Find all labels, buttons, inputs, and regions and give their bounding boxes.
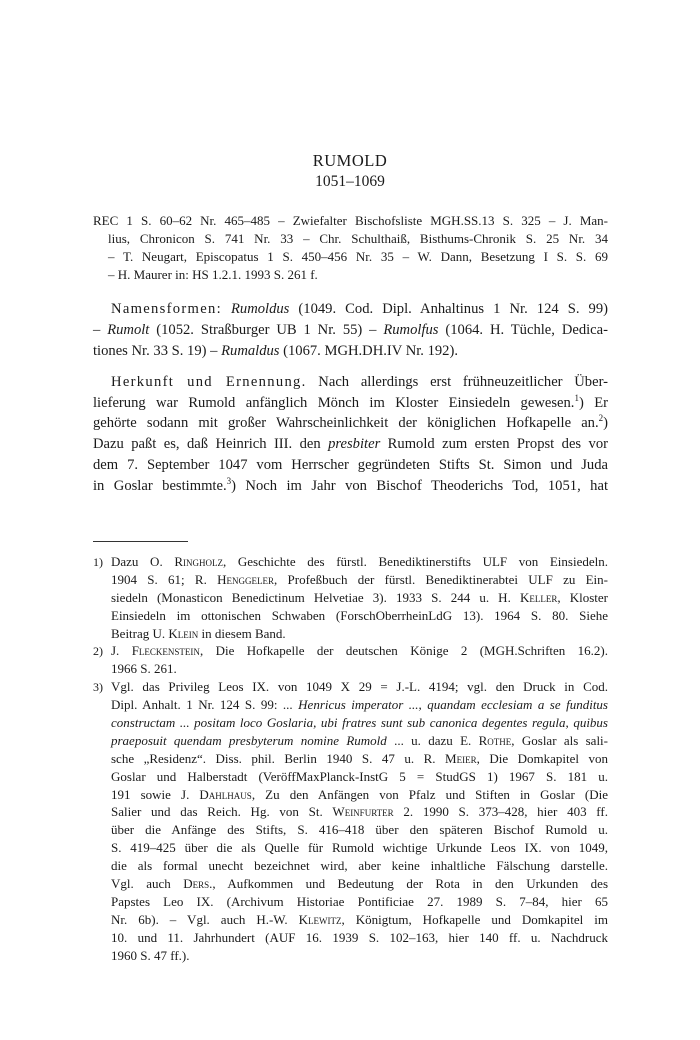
paragraph-line: Dazu paßt es, daß Heinrich III. den presbiter Rumold zum ersten Propst des vor	[93, 436, 608, 453]
footnote-line: 1966 S. 261.	[111, 661, 177, 677]
footnote-marker: 2)	[93, 644, 103, 659]
footnote-line: Nr. 6b). – Vgl. auch H.-W. Klewitz, Königtum, Hofkapelle und Domkapitel im	[111, 911, 608, 927]
footnote-3	[93, 678, 608, 964]
footnote-divider	[93, 541, 188, 542]
footnote-marker: 3)	[93, 680, 103, 695]
footnote-line: S. 419–425 über die als Quelle für Rumold wichtige Urkunde Leos IX. von 1049,	[111, 840, 608, 856]
footnote-line: Einsiedeln im ottonischen Schwaben (ForschOberrheinLdG 13). 1964 S. 80. Siehe	[111, 607, 608, 623]
footnote-2	[93, 642, 608, 678]
paragraph-line: lieferung war Rumold anfänglich Mönch im Kloster Einsiedeln gewesen.$^1$) Er	[93, 392, 608, 411]
footnote-line: Dipl. Anhalt. 1 Nr. 124 S. 99: ... Henricus imperator ..., quandam ecclesiam a se funditus	[111, 697, 608, 713]
footnote-line: Beitrag U. Klein in diesem Band.	[111, 625, 286, 641]
bibliography-line: lius, Chronicon S. 741 Nr. 33 – Chr. Schulthaiß, Bisthums-Chronik S. 25 Nr. 34	[108, 231, 608, 246]
chapter-title: RUMOLD	[312, 151, 388, 170]
footnote-line: über die Anfänge des Stifts, S. 416–418 über den späteren Bischof Rumold u.	[111, 822, 608, 838]
footnote-ref[interactable]: 1	[574, 392, 579, 403]
footnote-line: sche „Residenz“. Diss. phil. Berlin 1940 S. 47 u. R. Meier, Die Domkapitel von	[111, 750, 608, 766]
footnote-marker: 1)	[93, 555, 103, 569]
section-label-herkunft: Herkunft und Ernennung.	[111, 373, 307, 390]
footnote-line: die als formal unecht bezeichnet wird, aber keine inhaltliche Fälschung darstelle.	[111, 858, 608, 874]
footnote-line: Papstes Leo IX. (Archivum Historiae Pontificiae 27. 1989 S. 7–84, hier 65	[111, 893, 608, 909]
footnote-line: Salier und das Reich. Hg. von St. Weinfurter 2. 1990 S. 373–428, hier 403 ff.	[111, 804, 608, 820]
paragraph-line: – Rumolt (1052. Straßburger UB 1 Nr. 55) – Rumolfus (1064. H. Tüchle, Dedica-	[93, 321, 608, 338]
footnote-line: siedeln (Monasticon Benedictinum Helvetiae 3). 1933 S. 244 u. H. Keller, Kloster	[111, 589, 608, 605]
footnote-line: constructam ... positam loco Goslaria, ubi fratres sunt sub canonica degentes regula, quibus	[111, 715, 608, 731]
footnote-line: praeposuit quendam presbyterum nomine Rumold ... u. dazu E. Rothe, Goslar als sali-	[111, 732, 608, 748]
footnote-line: Goslar und Halberstadt (VeröffMaxPlanck-InstG 5 = StudGS 1) 1967 S. 181 u.	[111, 768, 608, 784]
footnote-line: 2) J. Fleckenstein, Die Hofkapelle der deutschen Könige 2 (MGH.Schriften 16.2).	[93, 642, 608, 660]
paragraph-line: Namensformen: Rumoldus (1049. Cod. Dipl. Anhaltinus 1 Nr. 124 S. 99)	[111, 301, 608, 317]
footnote-ref[interactable]: 3	[226, 476, 232, 487]
footnote-line: 3) Vgl. das Privileg Leos IX. von 1049 X 29 = J.-L. 4194; vgl. den Druck in Cod.	[93, 678, 608, 696]
section-label-namensformen: Namensformen:	[111, 301, 222, 317]
chapter-years: 1051–1069	[315, 173, 385, 190]
footnote-ref[interactable]: 2	[598, 413, 604, 424]
footnote-line: 1904 S. 61; R. Henggeler, Profeßbuch der fürstl. Benediktinerabtei ULF zu Ein-	[111, 571, 608, 587]
bibliography-block	[93, 212, 608, 284]
footnote-line: 1960 S. 47 ff.).	[111, 947, 190, 963]
paragraph-line: dem 7. September 1047 vom Herrscher gegründeten Stifts St. Simon und Juda	[93, 457, 608, 474]
bibliography-line: – H. Maurer in: HS 1.2.1. 1993 S. 261 f.	[108, 267, 318, 282]
footnote-line: 10. und 11. Jahrhundert (AUF 16. 1939 S. 102–163, hier 140 ff. u. Nachdruck	[111, 929, 608, 945]
footnote-line: 1) Dazu O. Ringholz, Geschichte des fürstl. Benediktinerstifts ULF von Einsiedeln.	[93, 553, 608, 571]
paragraph-line: gehörte sodann mit großer Wahrscheinlichkeit der königlichen Hofkapelle an.$^2$)	[93, 413, 608, 432]
footnote-line: Vgl. auch Ders., Aufkommen und Bedeutung der Rota in den Urkunden des	[111, 876, 609, 892]
footnotes	[93, 553, 608, 964]
paragraph-line: in Goslar bestimmte.$^3$) Noch im Jahr von Bischof Theoderichs Tod, 1051, hat	[93, 476, 608, 494]
bibliography-line: REC 1 S. 60–62 Nr. 465–485 – Zwiefalter Bischofsliste MGH.SS.13 S. 325 – J. Man-	[93, 213, 608, 228]
main-text	[93, 299, 608, 497]
footnote-line: 191 sowie J. Dahlhaus, Zu den Anfängen von Pfalz und Stiften in Goslar (Die	[111, 786, 608, 802]
bibliography-line: – T. Neugart, Episcopatus 1 S. 450–456 Nr. 35 – W. Dann, Besetzung I S. S. 69	[108, 249, 608, 264]
paragraph-line: tiones Nr. 33 S. 19) – Rumaldus (1067. MGH.DH.IV Nr. 192).	[93, 342, 458, 359]
footnote-1	[93, 553, 608, 642]
paragraph-line: Herkunft und Ernennung. Nach allerdings erst frühneuzeitlicher Über-	[111, 373, 608, 390]
